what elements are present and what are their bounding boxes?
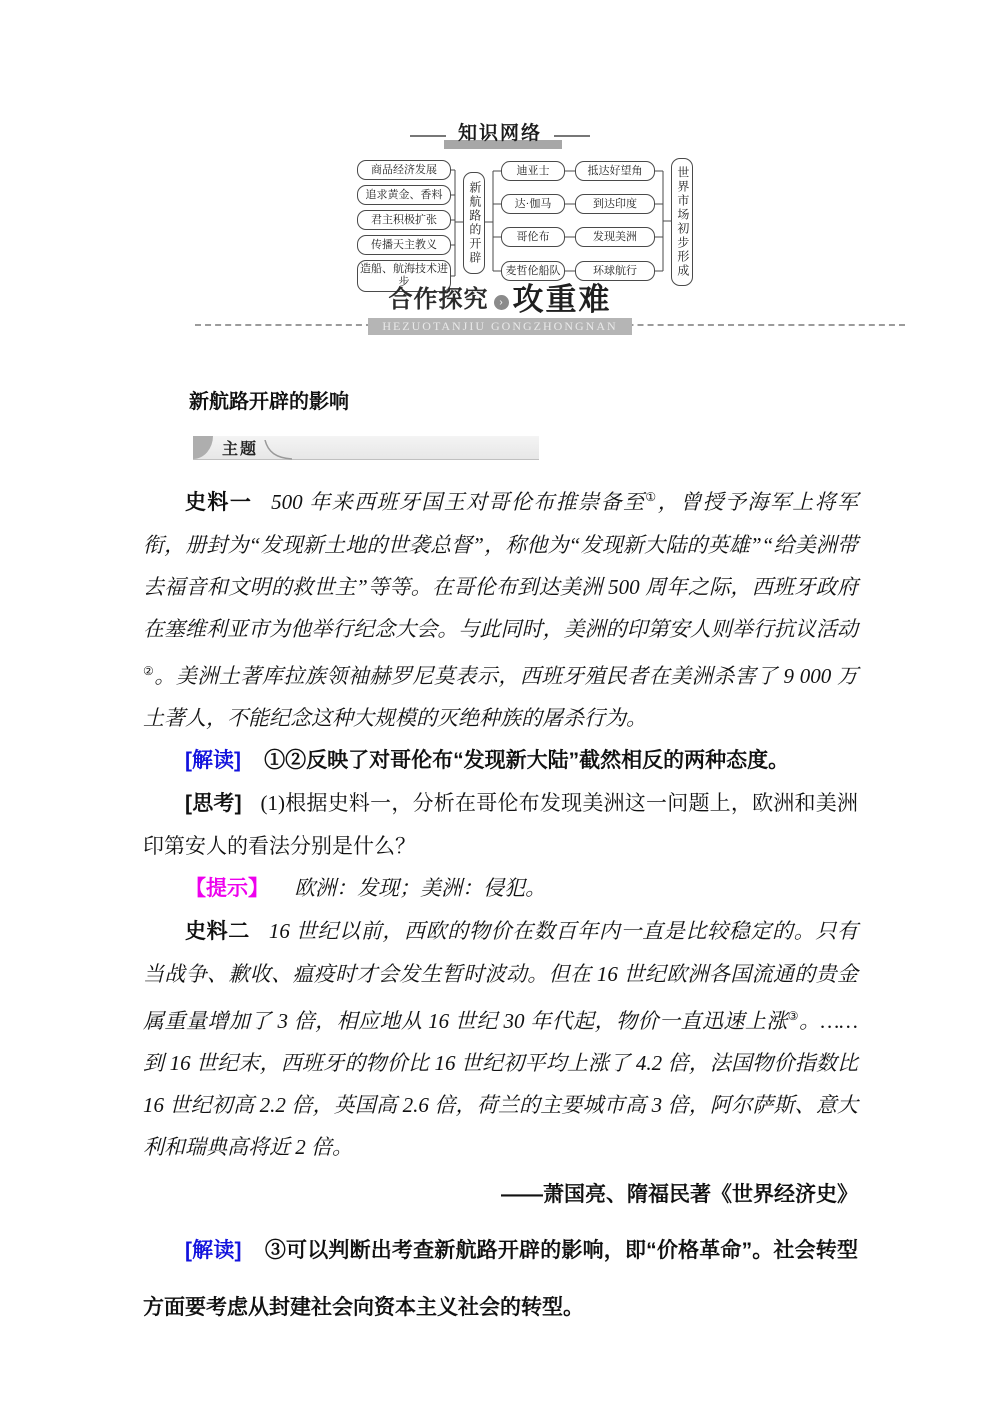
knowledge-network-title-wrap bbox=[452, 118, 548, 145]
jiedu1-text: ①②反映了对哥伦布“发现新大陆”截然相反的两种态度。 bbox=[264, 749, 790, 772]
cause-box: 传播天主教义 bbox=[357, 235, 451, 255]
footnote-mark-2: ② bbox=[143, 664, 155, 678]
jiedu2-label: [解读] bbox=[185, 1239, 242, 1262]
material2-label: 史料二 bbox=[185, 920, 250, 943]
cause-box: 造船、航海技术进步 bbox=[357, 260, 451, 292]
footnote-mark-1: ① bbox=[645, 490, 658, 504]
main-content bbox=[143, 385, 858, 1336]
explorer-box: 哥伦布 bbox=[501, 227, 565, 247]
tishi-paragraph bbox=[143, 867, 858, 910]
knowledge-network-diagram bbox=[355, 152, 705, 302]
footnote-mark-3: ③ bbox=[787, 1009, 800, 1023]
material1-text-2: ，曾授予海军上将军衔，册封为“发现新土地的世袭总督”，称他为“发现新大陆的英雄”“给美洲带去福音和文明的救世主”等等。在哥伦布到达美洲 500 周年之际，西班牙政府在塞维利亚市为他举行纪念大会。与此同时，美洲的印第安人则举行抗议活动 bbox=[143, 490, 859, 641]
section-header-right-text: 攻重难 bbox=[512, 282, 612, 317]
explorer-box: 麦哲伦船队 bbox=[501, 261, 565, 281]
knowledge-network-header bbox=[0, 118, 1000, 145]
tishi-label: 【提示】 bbox=[185, 877, 269, 900]
topic-tab-corner bbox=[193, 436, 213, 459]
tishi-text: 欧洲：发现；美洲：侵犯。 bbox=[294, 876, 547, 900]
achievement-box: 环球航行 bbox=[575, 261, 655, 281]
achievement-box: 到达印度 bbox=[575, 194, 655, 214]
achievement-box: 发现美洲 bbox=[575, 227, 655, 247]
section-header bbox=[0, 284, 1000, 333]
result-box-world-market: 世界市场初步形成 bbox=[671, 158, 693, 286]
cause-box: 君主积极扩张 bbox=[357, 210, 451, 230]
cause-box: 商品经济发展 bbox=[357, 160, 451, 180]
center-box-new-sea-routes: 新航路的开辟 bbox=[463, 172, 485, 274]
cause-box: 追求黄金、香料 bbox=[357, 185, 451, 205]
material2-paragraph bbox=[143, 910, 858, 1168]
material1-label: 史料一 bbox=[185, 491, 253, 514]
topic-title: 新航路开辟的影响 bbox=[189, 391, 349, 413]
jiedu2-text: ③可以判断出考查新航路开辟的影响，即“价格革命”。社会转型方面要考虑从封建社会向资本主义社会的转型。 bbox=[143, 1239, 858, 1319]
material1-paragraph bbox=[143, 476, 858, 739]
header-rule-left bbox=[410, 135, 446, 137]
sikao-label: [思考] bbox=[185, 792, 242, 815]
jiedu2-paragraph bbox=[143, 1222, 858, 1336]
achievement-box: 抵达好望角 bbox=[575, 161, 655, 181]
sikao-text: (1)根据史料一，分析在哥伦布发现美洲这一问题上，欧洲和美洲印第安人的看法分别是什么？ bbox=[143, 791, 858, 858]
topic-tab-label: 主题 bbox=[222, 441, 259, 458]
material2-source: ——萧国亮、隋福民著《世界经济史》 bbox=[501, 1183, 858, 1206]
topic-tab-bar bbox=[193, 436, 539, 460]
section-header-pinyin: HEZUOTANJIU GONGZHONGNAN bbox=[368, 318, 631, 335]
material1-text-1: 500 年来西班牙国王对哥伦布推崇备至 bbox=[271, 490, 646, 514]
sikao-paragraph bbox=[143, 782, 858, 867]
explorer-box: 达·伽马 bbox=[501, 194, 565, 214]
ornament-circle-icon: › bbox=[494, 295, 509, 310]
material2-text-1: 16 世纪以前，西欧的物价在数百年内一直是比较稳定的。只有当战争、歉收、瘟疫时才会发生暂时波动。但在 16 世纪欧洲各国流通的贵金属重量增加了 3 倍，相应地从 16 世纪 30 年代起，物价一直迅速上涨 bbox=[143, 919, 858, 1033]
section-header-left-text: 合作探究 bbox=[388, 285, 489, 313]
topic-tab-curve bbox=[262, 440, 292, 460]
header-rule-right bbox=[554, 135, 590, 137]
explorer-box: 迪亚士 bbox=[501, 161, 565, 181]
jiedu1-paragraph bbox=[143, 739, 858, 782]
knowledge-network-title: 知识网络 bbox=[457, 123, 542, 144]
section-header-subtitle-row bbox=[0, 317, 1000, 333]
jiedu1-label: [解读] bbox=[185, 749, 241, 772]
material1-text-3: 。美洲土著库拉族领袖赫罗尼莫表示，西班牙殖民者在美洲杀害了 9 000 万土著人，不能纪念这种大规模的灭绝种族的屠杀行为。 bbox=[143, 664, 859, 730]
section-header-title bbox=[389, 284, 612, 315]
material2-text-2: 。……到 16 世纪末，西班牙的物价比 16 世纪初平均上涨了 4.2 倍，法国物价指数比 16 世纪初高 2.2 倍，英国高 2.6 倍，荷兰的主要城市高 3 倍，阿尔萨斯、意大利和瑞典高将近 2 倍。 bbox=[143, 1009, 858, 1159]
